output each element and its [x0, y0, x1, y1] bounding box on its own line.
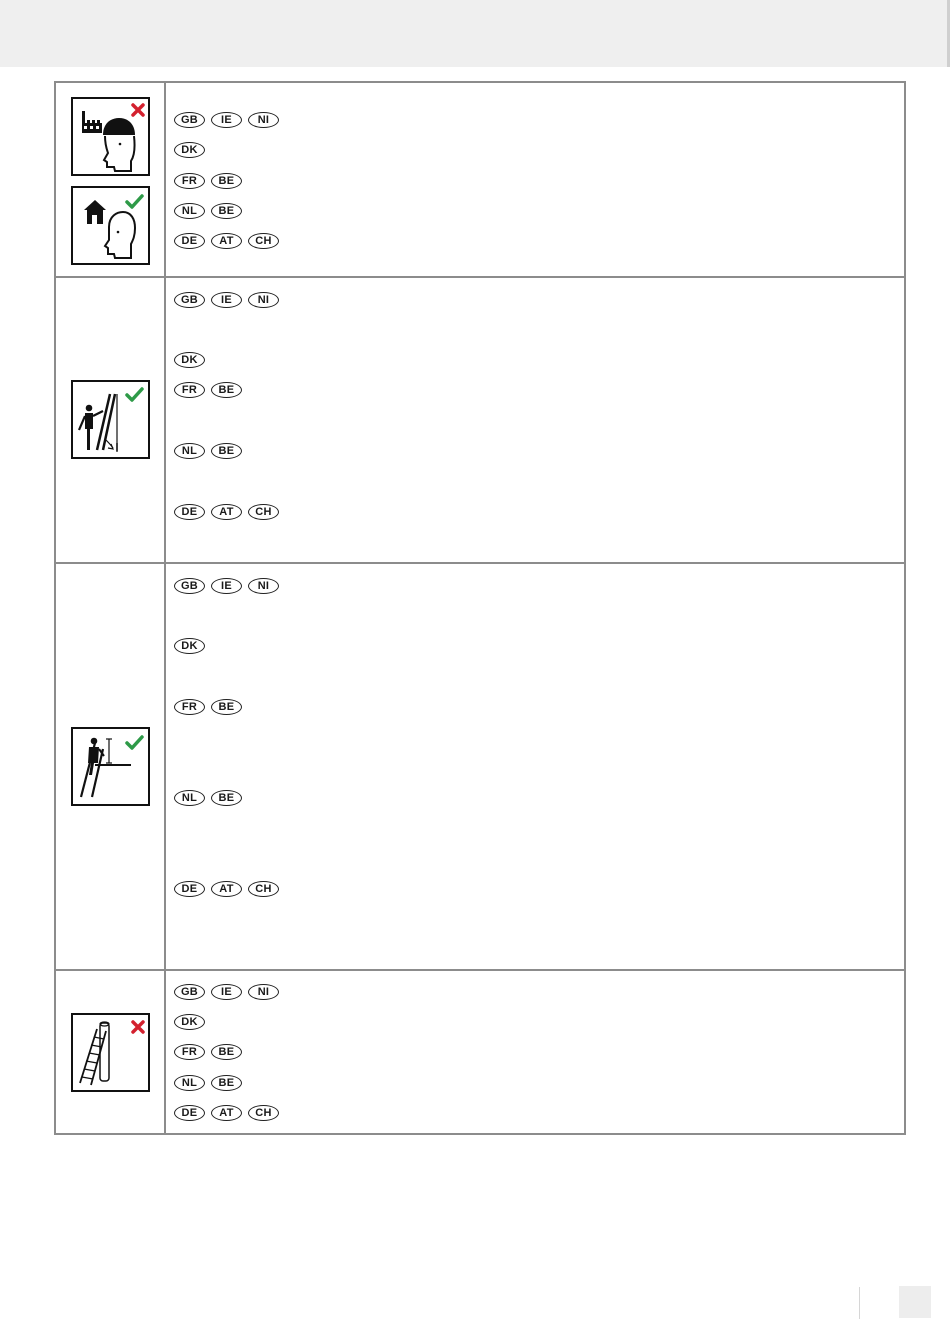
country-badge: GB [174, 984, 205, 1000]
country-badge: DE [174, 1105, 205, 1121]
footer-divider [859, 1287, 860, 1319]
country-badge: CH [248, 881, 279, 897]
text-cell [165, 277, 905, 563]
icon-cell [55, 563, 165, 970]
country-badge: IE [211, 984, 242, 1000]
country-badge: NI [248, 292, 279, 308]
language-line [174, 110, 279, 130]
country-badge: FR [174, 173, 205, 189]
language-line [174, 231, 279, 251]
country-badge: DK [174, 638, 205, 654]
house-head-icon [71, 186, 150, 265]
country-badge: FR [174, 699, 205, 715]
language-line [174, 982, 279, 1002]
country-badge: NL [174, 1075, 205, 1091]
language-line [174, 576, 279, 596]
country-badge: BE [211, 173, 242, 189]
country-badge: IE [211, 292, 242, 308]
language-line [174, 1073, 242, 1093]
cross-mark [133, 1022, 143, 1032]
country-badge: IE [211, 112, 242, 128]
text-cell [165, 970, 905, 1134]
country-badge: NI [248, 984, 279, 1000]
country-badge: AT [211, 233, 242, 249]
country-badge: AT [211, 504, 242, 520]
text-cell [165, 563, 905, 970]
country-badge: DE [174, 233, 205, 249]
country-badge: NL [174, 443, 205, 459]
section-row [55, 563, 905, 970]
section-row [55, 82, 905, 277]
country-badge: DK [174, 352, 205, 368]
country-badge: BE [211, 699, 242, 715]
language-line [174, 636, 205, 656]
language-line [174, 1012, 205, 1032]
country-badge: NI [248, 112, 279, 128]
icon-cell [55, 82, 165, 277]
text-cell [165, 82, 905, 277]
country-badge: CH [248, 1105, 279, 1121]
country-badge: BE [211, 443, 242, 459]
page-number-box [899, 1286, 931, 1318]
country-badge: BE [211, 790, 242, 806]
country-badge: CH [248, 504, 279, 520]
section-row [55, 970, 905, 1134]
country-badge: AT [211, 881, 242, 897]
country-badge: DK [174, 1014, 205, 1030]
section-row [55, 277, 905, 563]
country-badge: BE [211, 382, 242, 398]
ladder-platform-height-icon [71, 727, 150, 806]
language-line [174, 380, 242, 400]
language-line [174, 201, 242, 221]
country-badge: BE [211, 203, 242, 219]
language-line [174, 1103, 279, 1123]
country-badge: NI [248, 578, 279, 594]
icon-cell [55, 970, 165, 1134]
language-line [174, 290, 279, 310]
country-badge: GB [174, 578, 205, 594]
country-badge: GB [174, 112, 205, 128]
country-badge: FR [174, 382, 205, 398]
safety-instructions-table [54, 81, 906, 1135]
country-badge: GB [174, 292, 205, 308]
language-line [174, 350, 205, 370]
language-line [174, 502, 279, 522]
country-badge: FR [174, 1044, 205, 1060]
language-line [174, 879, 279, 899]
language-line [174, 1042, 242, 1062]
country-badge: BE [211, 1044, 242, 1060]
language-line [174, 788, 242, 808]
country-badge: DK [174, 142, 205, 158]
country-badge: DE [174, 504, 205, 520]
country-badge: AT [211, 1105, 242, 1121]
language-line [174, 171, 242, 191]
language-line [174, 697, 242, 717]
check-mark [127, 389, 142, 400]
country-badge: BE [211, 1075, 242, 1091]
country-badge: IE [211, 578, 242, 594]
header-band [0, 0, 950, 67]
worker-helmet-factory-icon [71, 97, 150, 176]
country-badge: NL [174, 203, 205, 219]
check-mark [127, 196, 142, 207]
country-badge: NL [174, 790, 205, 806]
cross-mark [133, 105, 143, 115]
language-line [174, 140, 205, 160]
icon-cell [55, 277, 165, 563]
check-mark [127, 737, 142, 748]
ladder-pole-icon [71, 1013, 150, 1092]
language-line [174, 441, 242, 461]
country-badge: CH [248, 233, 279, 249]
country-badge: DE [174, 881, 205, 897]
ladder-angle-icon [71, 380, 150, 459]
